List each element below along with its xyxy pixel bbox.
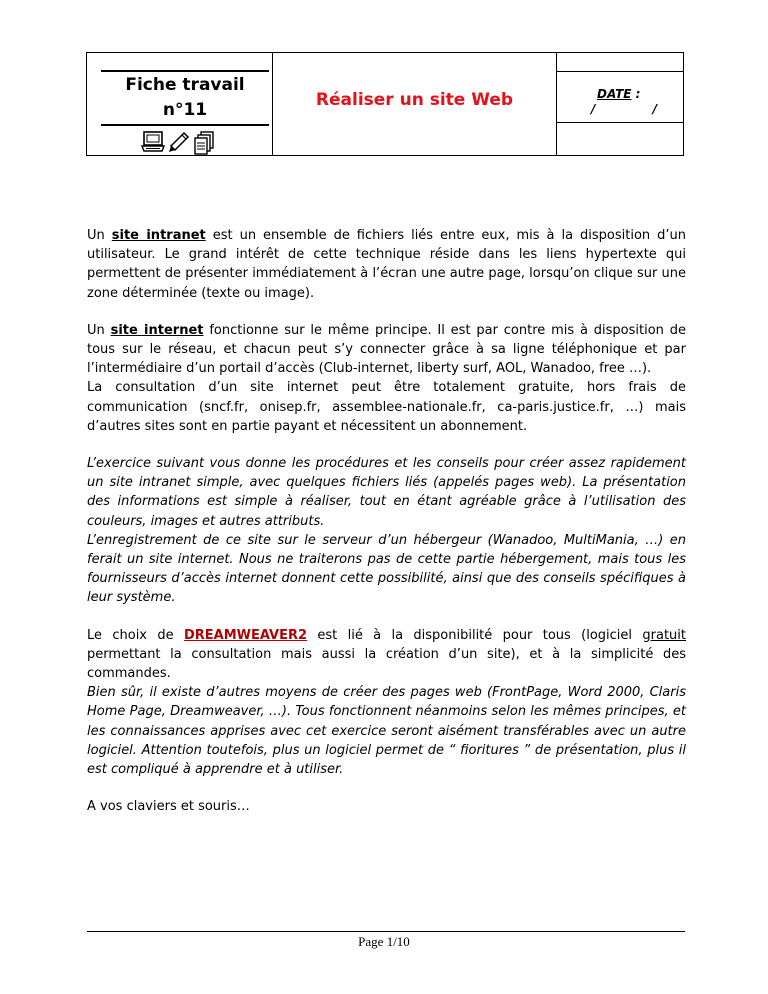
paragraph-alternatives: Bien sûr, il existe d’autres moyens de créer des pages web (FrontPage, Word 2000, Claris Home Page, Dreamweaver, …). Tous fonctionnent néanmoins selon les mêmes principes, et les connaissances apprises avec cet exercice seront aisément transférables avec un autre logiciel. Attention toutefois, plus un logiciel permet de “ fioritures ” de présentation, plus il est compliqué à apprendre et à utiliser. [87,685,686,778]
document-body [87,226,686,834]
fiche-label [101,70,269,126]
term-gratuit: gratuit [642,627,686,643]
date-cell [557,53,683,155]
term-site-intranet: site intranet [111,228,206,243]
title-cell [273,53,557,155]
paragraph-consultation: La consultation d’un site internet peut être totalement gratuite, hors frais de communication (sncf.fr, onisep.fr, assemblee-nationale.fr, ca-paris.justice.fr, …) mais d’autres sites sont en partie payant et nécessitent un abonnement. [87,380,686,434]
date-separator-2: / [652,102,657,116]
document-icon [193,131,215,155]
header-table [86,52,684,156]
date-top-rule [557,71,683,72]
fiche-number: n°11 [162,100,208,120]
pencil-icon [168,131,190,155]
fiche-icons [141,131,215,155]
p4-pre: Le choix de [87,627,184,643]
footer-rule [87,931,685,932]
p4-mid: est lié à la disponibilité pour tous (logiciel [307,627,643,643]
paragraph-exercise: L’exercice suivant vous donne les procédures et les conseils pour créer assez rapidement un site intranet simple, avec quelques fichiers liés (appelés pages web). La présentation des informations est simple à réaliser, tout en étant agréable grâce à l’utilisation des couleurs, images et autres attributs. [87,456,686,529]
fiche-line-1: Fiche travail [125,75,245,95]
fiche-cell [87,53,273,155]
p2-pre: Un [87,322,111,338]
date-label [597,87,640,101]
paragraph-hosting: L’enregistrement de ce site sur le serveur d’un hébergeur (Wanadoo, MultiMania, …) en ferait un site internet. Nous ne traiterons pas de cette partie hébergement, mais tous les fournisseurs d’accès internet donnent cette possibilité, ainsi que des conseils spécifiques à leur système. [87,532,686,606]
p4-post: permettant la consultation mais aussi la création d’un site), et à la simplicité des commandes. [87,646,686,682]
computer-icon [141,131,165,155]
p1-pre: Un [87,228,112,243]
date-word: DATE [597,87,632,101]
closing-line: A vos claviers et souris… [87,799,250,815]
p2-post: fonctionne sur le même principe. Il est par contre mis à disposition de tous sur le réseau, et chacun peut s’y connecter grâce à sa ligne téléphonique et par l’intermédiaire d’un portail d’accès (Club-internet, liberty surf, AOL, Wanadoo, free …). [87,322,686,377]
date-bottom-rule [557,122,683,123]
p1-post: est un ensemble de fichiers liés entre eux, mis à la disposition d’un utilisateur. Le grand intérêt de cette technique réside dans les liens hypertexte qui permettent de présenter immédiatement à l’écran une autre page, lorsqu’on clique sur une zone déterminée (texte ou image). [87,228,687,301]
paragraph-internet [87,321,686,379]
page-title: Réaliser un site Web [315,90,514,110]
paragraph-intranet [87,226,686,303]
page-number: Page 1/10 [358,934,410,949]
date-field [591,102,657,116]
term-site-internet: site internet [110,322,204,338]
term-dreamweaver: DREAMWEAVER2 [183,627,308,643]
date-separator-1: / [591,102,596,116]
date-colon: : [631,87,641,101]
paragraph-dreamweaver [87,626,686,684]
